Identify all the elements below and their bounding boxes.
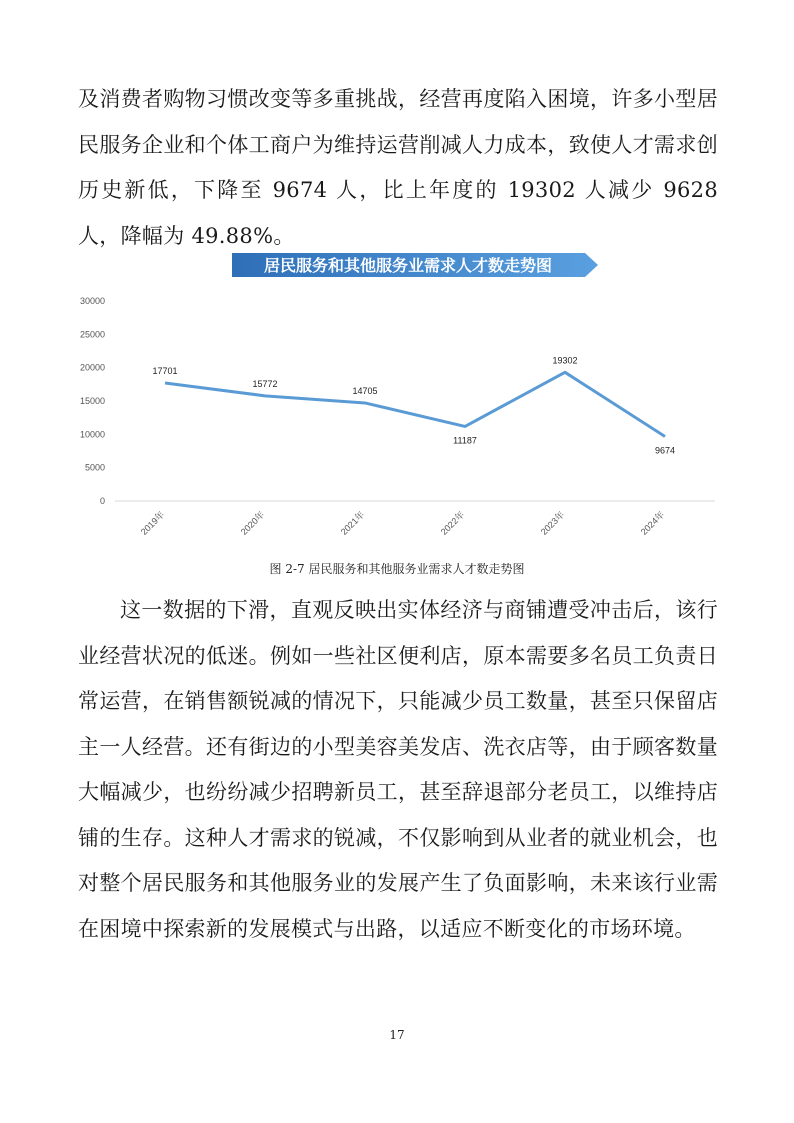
paragraph-2: 这一数据的下滑，直观反映出实体经济与商铺遭受冲击后，该行业经营状况的低迷。例如一些社区便利店，原本需要多名员工负责日常运营，在销售额锐减的情况下，只能减少员工数量，甚至只保留店主一人经营。还有街边的小型美容美发店、洗衣店等，由于顾客数量大幅减少，也纷纷减少招聘新员工，甚至辞退部分老员工，以维持店铺的生存。这种人才需求的锐减，不仅影响到从业者的就业机会，也对整个居民服务和其他服务业的发展产生了负面影响，未来该行业需在困境中探索新的发展模式与出路，以适应不断变化的市场环境。: [78, 598, 718, 941]
figure-caption: 图 2-7 居民服务和其他服务业需求人才数走势图: [269, 562, 525, 576]
trend-chart: [60, 245, 740, 555]
y-tick-label: 25000: [79, 329, 105, 340]
y-tick-label: 10000: [79, 429, 105, 440]
data-label: 15772: [252, 378, 278, 389]
chart-title: 居民服务和其他服务业需求人才数走势图: [263, 256, 553, 275]
data-labels: [152, 355, 675, 455]
data-label: 11187: [453, 435, 477, 446]
series-line: [165, 372, 665, 436]
x-tick-label: 2020年: [238, 509, 267, 537]
x-tick-label: 2021年: [338, 509, 367, 537]
y-axis: [80, 296, 105, 506]
data-label: 9674: [654, 445, 676, 456]
y-tick-label: 15000: [79, 396, 105, 406]
x-axis: [138, 509, 666, 537]
paragraph-1: 及消费者购物习惯改变等多重挑战，经营再度陷入困境，许多小型居民服务企业和个体工商户为维持运营削减人力成本，致使人才需求创历史新低，下降至 9674 人，比上年度的 19302 人减少 9628 人，降幅为 49.88%。: [78, 87, 718, 248]
y-tick-label: 30000: [79, 296, 105, 306]
page-number: 17: [389, 1028, 405, 1042]
x-tick-label: 2024年: [638, 509, 667, 537]
x-tick-label: 2023年: [538, 509, 567, 537]
y-tick-label: 20000: [79, 362, 105, 373]
x-tick-label: 2022年: [438, 509, 467, 537]
y-tick-label: 0: [99, 496, 105, 506]
chart-svg: [60, 245, 740, 555]
data-label: 17701: [152, 365, 178, 376]
data-label: 19302: [552, 355, 578, 366]
chart-title-banner: [232, 253, 598, 277]
x-tick-label: 2019年: [138, 509, 167, 537]
data-label: 14705: [352, 385, 378, 396]
y-tick-label: 5000: [84, 462, 105, 473]
